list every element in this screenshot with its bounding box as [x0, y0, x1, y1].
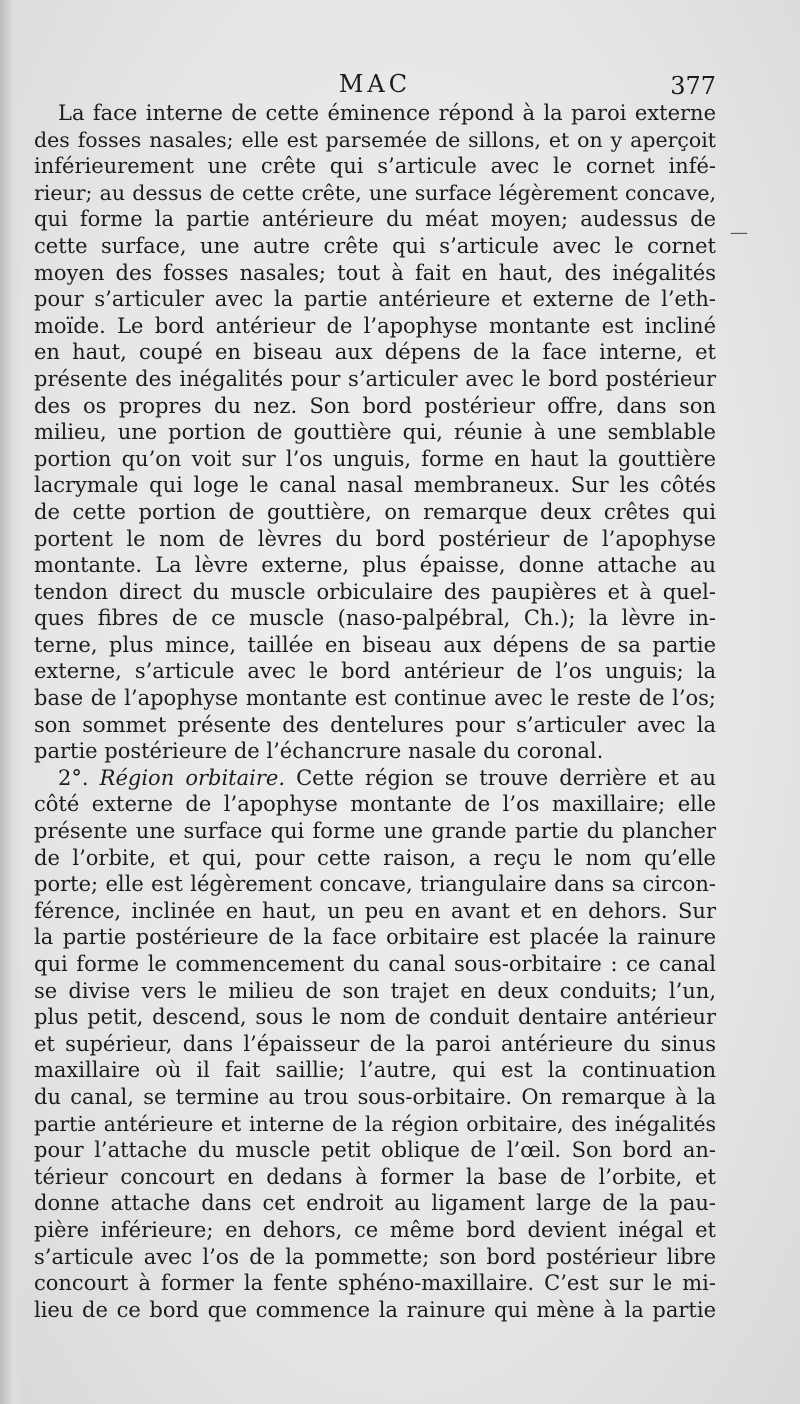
- text-line: la partie postérieure de la face orbitaire est placée la rainure: [34, 925, 716, 950]
- text-line: ques fibres de ce muscle (naso-palpébral, Ch.); la lèvre in-: [34, 606, 716, 631]
- text-line: en haut, coupé en biseau aux dépens de la face interne, et: [34, 340, 716, 365]
- section-first-line-text: Cette région se trouve derrière et au: [296, 765, 716, 790]
- text-line: partie postérieure de l’échancrure nasale du coronal.: [34, 739, 604, 764]
- text-line: portent le nom de lèvres du bord postérieur de l’apophyse: [34, 526, 716, 551]
- text-line: lieu de ce bord que commence la rainure qui mène à la partie: [34, 1297, 716, 1322]
- text-line: térieur concourt en dedans à former la base de l’orbite, et: [34, 1164, 716, 1189]
- text-line: férence, inclinée en haut, un peu en avant et en dehors. Sur: [34, 898, 716, 923]
- text-line: milieu, une portion de gouttière qui, réunie à une semblable: [34, 420, 716, 445]
- text-line: externe, s’articule avec le bord antérieur de l’os unguis; la: [34, 659, 716, 684]
- text-line: partie antérieure et interne de la région orbitaire, des inégalités: [34, 1111, 716, 1136]
- text-line: se divise vers le milieu de son trajet en deux conduits; l’un,: [34, 978, 716, 1003]
- text-line: rieur; au dessus de cette crête, une surface légèrement concave,: [34, 180, 716, 205]
- text-line: lacrymale qui loge le canal nasal membraneux. Sur les côtés: [34, 473, 716, 498]
- text-line: base de l’apophyse montante est continue avec le reste de l’os;: [34, 686, 716, 711]
- text-line: de l’orbite, et qui, pour cette raison, a reçu le nom qu’elle: [34, 845, 716, 870]
- text-line: pière inférieure; en dehors, ce même bord devient inégal et: [34, 1217, 716, 1242]
- text-line: de cette portion de gouttière, on remarque deux crêtes qui: [34, 499, 716, 524]
- page-header: [34, 70, 716, 102]
- text-line: donne attache dans cet endroit au ligament large de la pau-: [34, 1191, 716, 1216]
- text-line: présente des inégalités pour s’articuler avec le bord postérieur: [34, 366, 716, 391]
- section-heading: Région orbitaire.: [99, 765, 285, 790]
- margin-mark-dash: —: [730, 222, 748, 243]
- page-number: 377: [670, 72, 716, 100]
- text-line: porte; elle est légèrement concave, triangulaire dans sa circon-: [34, 872, 716, 897]
- text-line: plus petit, descend, sous le nom de conduit dentaire antérieur: [34, 1005, 716, 1030]
- text-line: terne, plus mince, taillée en biseau aux dépens de sa partie: [34, 632, 716, 657]
- text-line: tendon direct du muscle orbiculaire des paupières et à quel-: [34, 579, 716, 604]
- section-heading-line: [34, 765, 716, 792]
- text-line: présente une surface qui forme une grande partie du plancher: [34, 819, 716, 844]
- text-line: qui forme le commencement du canal sous-orbitaire : ce canal: [34, 952, 716, 976]
- page-gutter-shadow: [0, 0, 22, 1404]
- text-line: pour s’articuler avec la partie antérieure et externe de l’eth-: [34, 287, 716, 312]
- text-line: maxillaire où il fait saillie; l’autre, qui est la continuation: [34, 1058, 716, 1083]
- text-line: inférieurement une crête qui s’articule avec le cornet infé-: [34, 154, 716, 179]
- text-line: qui forme la partie antérieure du méat moyen; audessus de: [34, 207, 716, 232]
- section-number: 2°.: [58, 765, 89, 790]
- text-line: du canal, se termine au trou sous-orbitaire. On remarque à la: [34, 1084, 716, 1109]
- text-line: pour l’attache du muscle petit oblique de l’œil. Son bord an-: [34, 1138, 716, 1163]
- text-line: et supérieur, dans l’épaisseur de la paroi antérieure du sinus: [34, 1031, 716, 1056]
- text-line: cette surface, une autre crête qui s’articule avec le cornet: [34, 233, 716, 258]
- text-line: son sommet présente des dentelures pour s’articuler avec la: [34, 712, 716, 737]
- text-line: La face interne de cette éminence répond à la paroi externe: [58, 101, 716, 125]
- text-line: portion qu’on voit sur l’os unguis, forme en haut la gouttière: [34, 446, 716, 471]
- text-line: moyen des fosses nasales; tout à fait en haut, des inégalités: [34, 260, 716, 285]
- running-title: MAC: [338, 70, 412, 98]
- text-line: s’articule avec l’os de la pommette; son bord postérieur libre: [34, 1244, 716, 1269]
- text-line: montante. La lèvre externe, plus épaisse, donne attache au: [34, 553, 716, 578]
- text-line: moïde. Le bord antérieur de l’apophyse montante est incliné: [34, 313, 716, 338]
- text-line: concourt à former la fente sphéno-maxillaire. C’est sur le mi-: [34, 1271, 716, 1296]
- body-text: [34, 100, 716, 1323]
- text-line: des fosses nasales; elle est parsemée de sillons, et on y aperçoit: [34, 127, 716, 152]
- text-line: des os propres du nez. Son bord postérieur offre, dans son: [34, 393, 716, 418]
- text-line: côté externe de l’apophyse montante de l’os maxillaire; elle: [34, 792, 716, 817]
